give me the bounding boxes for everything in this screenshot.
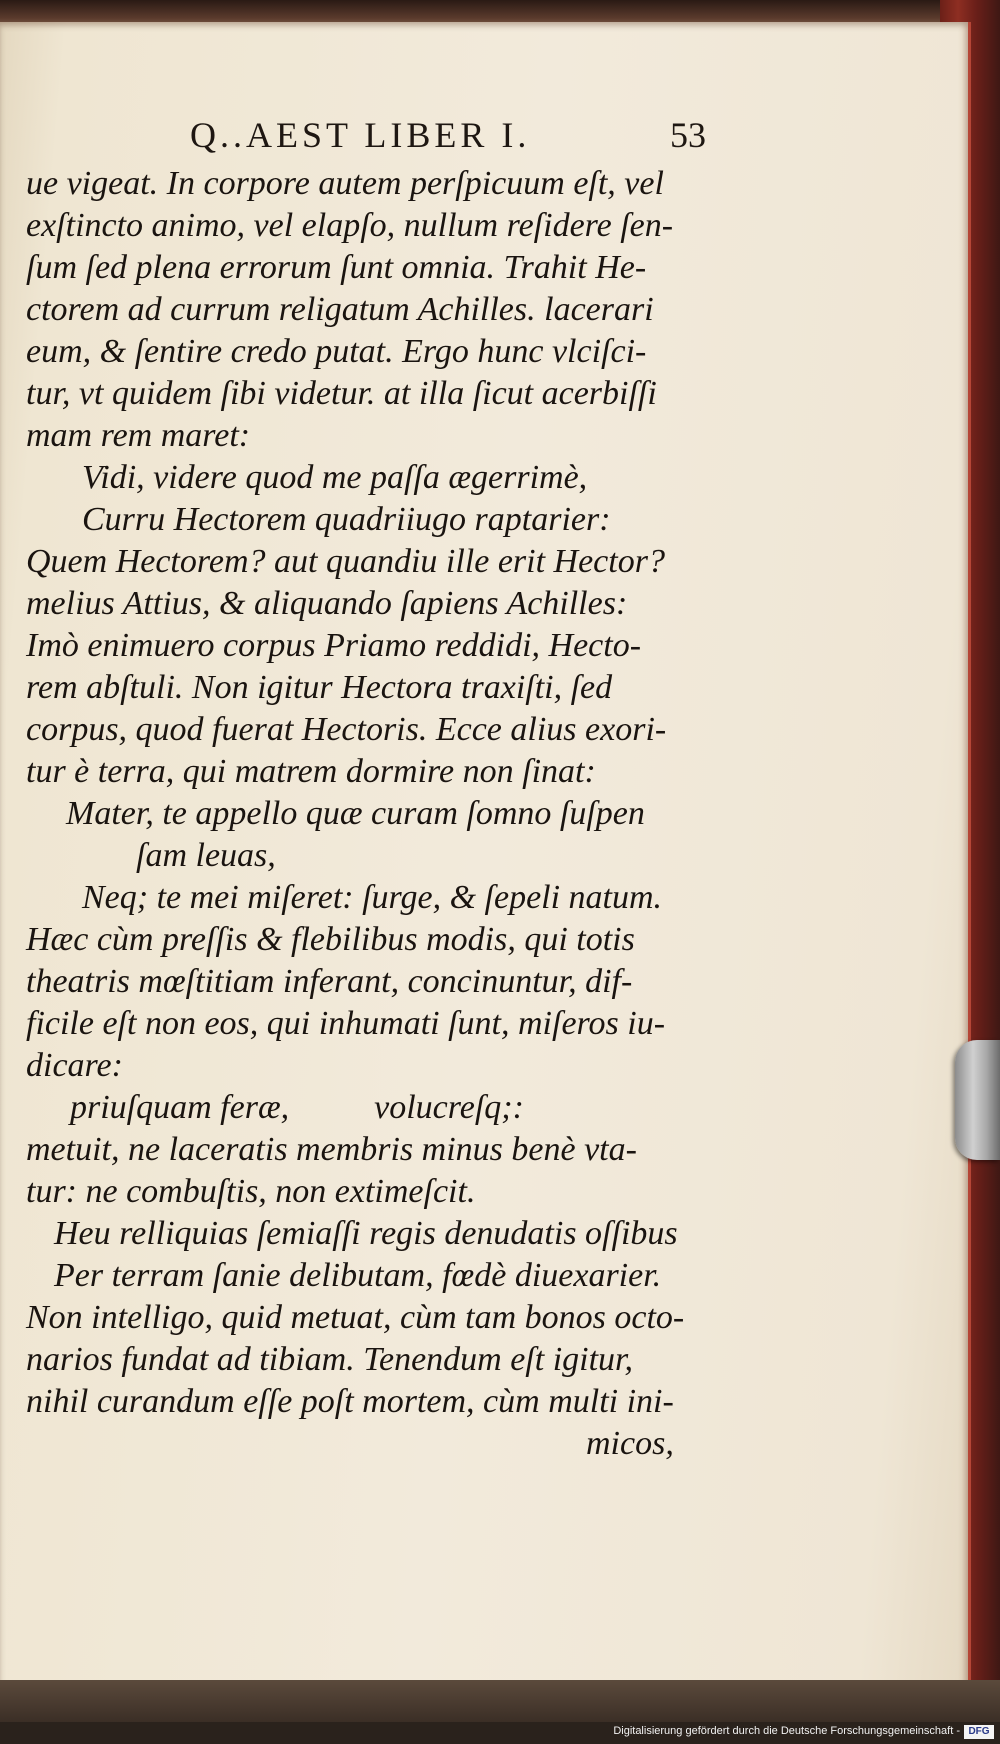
text-line: nihil curandum eſſe poſt mortem, cùm multi ini- xyxy=(26,1383,674,1420)
text-line: Mater, te appello quæ curam ſomno ſuſpen xyxy=(66,795,645,832)
dfg-logo: DFG xyxy=(964,1725,994,1739)
text-line: narios fundat ad tibiam. Tenendum eſt igitur, xyxy=(26,1341,634,1378)
text-line: Per terram ſanie delibutam, fœdè diuexarier. xyxy=(54,1257,662,1294)
text-line: Heu relliquias ſemiaſſi regis denudatis oſſibus xyxy=(54,1215,678,1252)
text-line: ſum ſed plena errorum ſunt omnia. Trahit He- xyxy=(26,249,647,286)
text-line: rem abſtuli. Non igitur Hectora traxiſti, ſed xyxy=(26,669,613,706)
text-line: melius Attius, & aliquando ſapiens Achilles: xyxy=(26,585,628,622)
text-line: corpus, quod fuerat Hectoris. Ecce alius exori- xyxy=(26,711,667,748)
text-line: dicare: xyxy=(26,1047,123,1084)
text-line: tur: ne combuſtis, non extimeſcit. xyxy=(26,1173,476,1210)
text-line: Neq; te mei miſeret: ſurge, & ſepeli natum. xyxy=(82,879,663,916)
text-line: ficile eſt non eos, qui inhumati ſunt, miſeros iu- xyxy=(26,1005,666,1042)
text-line: mam rem maret: xyxy=(26,417,251,454)
funding-credit: Digitalisierung gefördert durch die Deutsche Forschungsgemeinschaft - xyxy=(613,1725,960,1737)
text-line: Non intelligo, quid metuat, cùm tam bonos octo- xyxy=(26,1299,685,1336)
text-line: priuſquam feræ, volucreſq;: xyxy=(70,1089,524,1126)
text-line: Curru Hectorem quadriiugo raptarier: xyxy=(82,501,611,538)
text-line: Hæc cùm preſſis & flebilibus modis, qui totis xyxy=(26,921,635,958)
text-line: eum, & ſentire credo putat. Ergo hunc vlciſci- xyxy=(26,333,647,370)
text-line: ſam leuas, xyxy=(136,837,276,874)
text-line: Vidi, videre quod me paſſa ægerrimè, xyxy=(82,459,588,496)
text-line: tur è terra, qui matrem dormire non ſinat: xyxy=(26,753,596,790)
text-line: ctorem ad currum religatum Achilles. lacerari xyxy=(26,291,654,328)
text-line: metuit, ne laceratis membris minus benè vta- xyxy=(26,1131,637,1168)
page-number: 53 xyxy=(670,115,706,155)
text-line: micos, xyxy=(586,1425,674,1462)
text-line: Quem Hectorem? aut quandiu ille erit Hector? xyxy=(26,543,665,580)
book-page xyxy=(0,22,971,1694)
page-clip xyxy=(955,1040,1000,1160)
page-header xyxy=(190,114,750,164)
running-title: Q..AEST LIBER I. xyxy=(190,115,531,155)
text-line: exſtincto animo, vel elapſo, nullum reſidere ſen- xyxy=(26,207,674,244)
text-line: theatris mœſtitiam inferant, concinuntur, dif- xyxy=(26,963,633,1000)
text-line: tur, vt quidem ſibi videtur. at illa ſicut acerbiſſi xyxy=(26,375,657,412)
text-line: ue vigeat. In corpore autem perſpicuum eſt, vel xyxy=(26,165,664,202)
text-line: Imò enimuero corpus Priamo reddidi, Hecto- xyxy=(26,627,642,664)
